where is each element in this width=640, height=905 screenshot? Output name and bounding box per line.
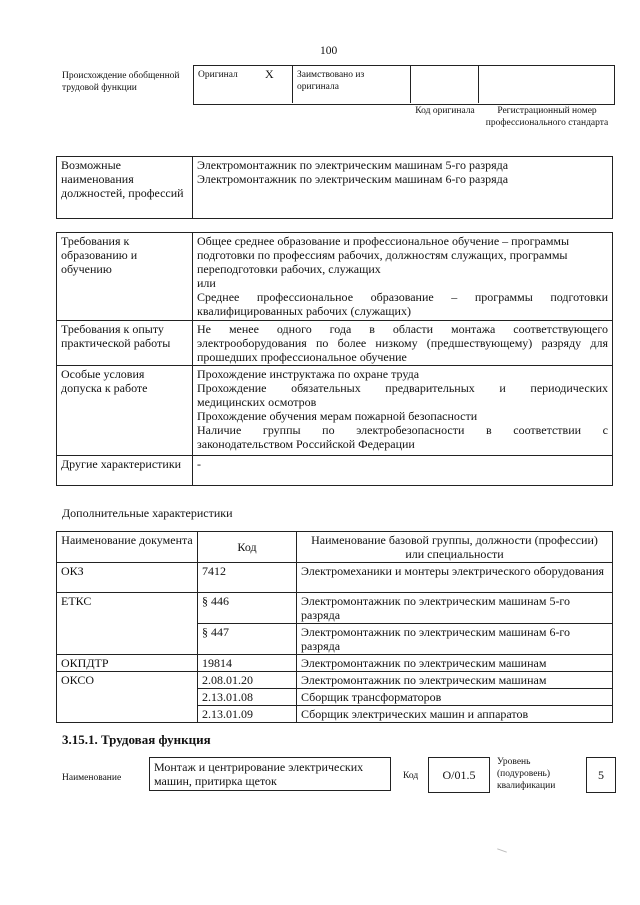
row-name: Сборщик электрических машин и аппаратов bbox=[297, 706, 613, 723]
origin-reg-label: Регистрационный номер профессионального стандарта bbox=[485, 106, 609, 128]
conditions-line: законодательством Российской Федерации bbox=[197, 437, 415, 451]
origin-code-label: Код оригинала bbox=[415, 106, 475, 116]
row-name: Электромеханики и монтеры электрического оборудования bbox=[297, 563, 613, 593]
row-name: Электромонтажник по электрическим машинам bbox=[297, 672, 613, 689]
conditions-line: Прохождение инструктажа по охране труда bbox=[197, 367, 420, 381]
function-level-box: 5 bbox=[586, 757, 616, 793]
conditions-label: Особые условия допуска к работе bbox=[57, 366, 193, 456]
header-name: Наименование базовой группы, должности (профессии) или специальности bbox=[297, 532, 613, 563]
position-line: Электромонтажник по электрическим машинам 6-го разряда bbox=[197, 172, 509, 186]
education-label: Требования к образованию и обучению bbox=[57, 233, 193, 321]
row-name: Электромонтажник по электрическим машинам 5-го разряда bbox=[297, 593, 613, 624]
row-code: 2.13.01.09 bbox=[198, 706, 297, 723]
row-code: 2.08.01.20 bbox=[198, 672, 297, 689]
additional-title: Дополнительные характеристики bbox=[62, 506, 233, 520]
scan-mark bbox=[497, 848, 507, 852]
row-code: § 446 bbox=[198, 593, 297, 624]
conditions-line: Прохождение обязательных предварительных и периодических bbox=[197, 381, 608, 395]
origin-borrowed: Заимствовано из оригинала bbox=[297, 70, 365, 92]
education-line: квалифицированных рабочих (служащих) bbox=[197, 304, 411, 318]
row-code: 7412 bbox=[198, 563, 297, 593]
row-code: § 447 bbox=[198, 624, 297, 655]
table-row bbox=[57, 672, 613, 689]
function-title: 3.15.1. Трудовая функция bbox=[62, 732, 211, 747]
row-name: Сборщик трансформаторов bbox=[297, 689, 613, 706]
education-line: Среднее профессиональное образование – программы подготовки bbox=[197, 290, 608, 304]
row-doc: ЕТКС bbox=[57, 593, 198, 655]
row-name: Электромонтажник по электрическим машинам 6-го разряда bbox=[297, 624, 613, 655]
row-doc: ОКПДТР bbox=[57, 655, 198, 672]
function-name-label: Наименование bbox=[62, 773, 122, 783]
header-doc: Наименование документа bbox=[57, 532, 198, 563]
other-value: - bbox=[193, 456, 613, 486]
other-label: Другие характеристики bbox=[57, 456, 193, 486]
origin-original: Оригинал bbox=[198, 70, 238, 80]
experience-label: Требования к опыту практической работы bbox=[57, 321, 193, 366]
row-code: 19814 bbox=[198, 655, 297, 672]
positions-table bbox=[56, 156, 613, 219]
table-row bbox=[57, 655, 613, 672]
row-doc: ОКСО bbox=[57, 672, 198, 723]
origin-label: Происхождение обобщенной трудовой функции bbox=[62, 71, 180, 93]
experience-line: прошедших профессиональное обучение bbox=[197, 350, 407, 364]
education-line: переподготовки рабочих, служащих bbox=[197, 262, 381, 276]
additional-table bbox=[56, 531, 613, 723]
education-line: Общее среднее образование и профессиональное обучение – программы bbox=[197, 234, 570, 248]
position-line: Электромонтажник по электрическим машинам 5-го разряда bbox=[197, 158, 509, 172]
function-code-box: O/01.5 bbox=[428, 757, 490, 793]
function-code-label: Код bbox=[403, 771, 419, 781]
page-number: 100 bbox=[320, 45, 338, 57]
experience-line: Не менее одного года в области монтажа соответствующего bbox=[197, 322, 608, 336]
positions-label: Возможные наименования должностей, профессий bbox=[57, 157, 193, 219]
table-row bbox=[57, 593, 613, 624]
row-doc: ОКЗ bbox=[57, 563, 198, 593]
header-code: Код bbox=[198, 532, 297, 563]
row-name: Электромонтажник по электрическим машинам bbox=[297, 655, 613, 672]
experience-line: электрооборудования по более низкому (предшествующему) разряду для bbox=[197, 336, 608, 350]
table-row bbox=[57, 563, 613, 593]
education-line: подготовки по профессиям рабочих, должностям служащих, программы bbox=[197, 248, 568, 262]
function-level-label: Уровень (подуровень) квалификации bbox=[497, 757, 556, 791]
row-code: 2.13.01.08 bbox=[198, 689, 297, 706]
requirements-table bbox=[56, 232, 613, 486]
function-name-box: Монтаж и центрирование электрических машин, притирка щеток bbox=[149, 757, 391, 791]
conditions-line: Наличие группы по электробезопасности в соответствии с bbox=[197, 423, 608, 437]
conditions-line: Прохождение обучения мерам пожарной безопасности bbox=[197, 409, 478, 423]
origin-mark: X bbox=[265, 67, 274, 81]
education-line: или bbox=[197, 276, 216, 290]
conditions-line: медицинских осмотров bbox=[197, 395, 317, 409]
